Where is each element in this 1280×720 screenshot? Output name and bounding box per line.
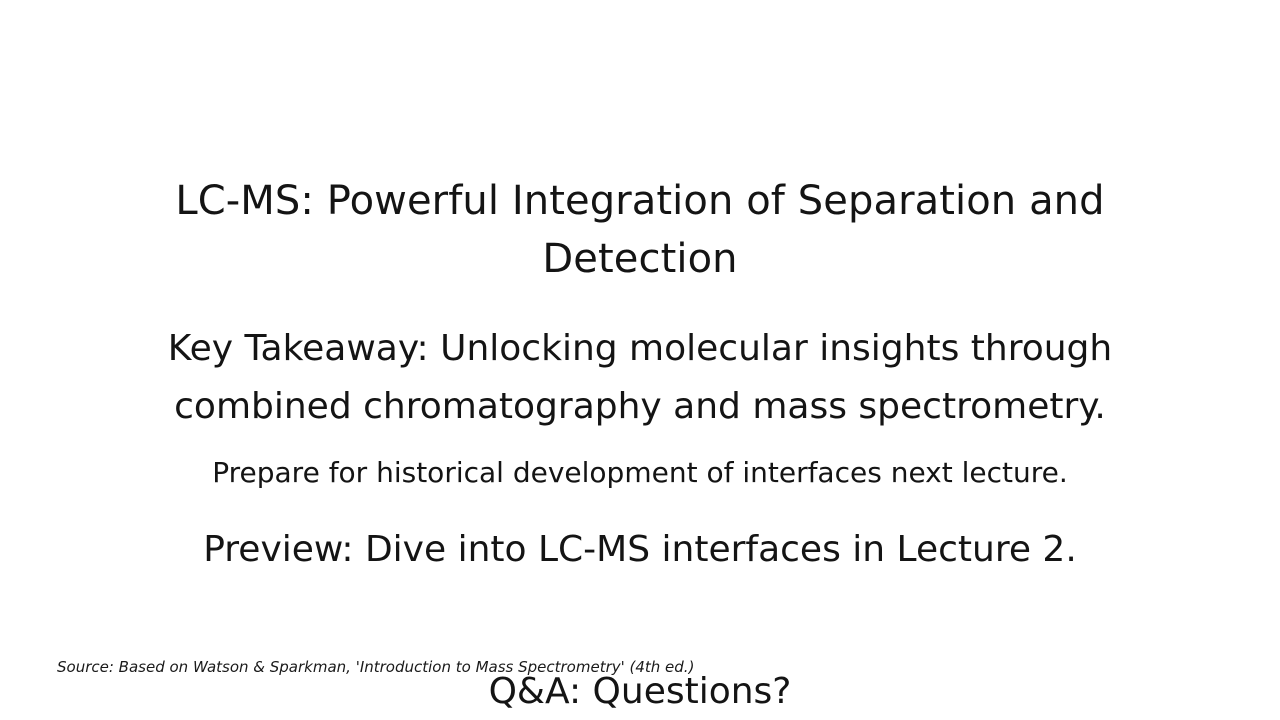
source-citation: Source: Based on Watson & Sparkman, 'Introduction to Mass Spectrometry' (4th ed.) <box>57 658 695 676</box>
key-takeaway-text: Key Takeaway: Unlocking molecular insights through combined chromatography and mass spectrometry. <box>167 328 1113 428</box>
preview-text: Preview: Dive into LC-MS interfaces in Lecture 2. <box>203 529 1077 570</box>
slide-title: LC-MS: Powerful Integration of Separation and Detection <box>175 178 1105 282</box>
prepare-note-text: Prepare for historical development of interfaces next lecture. <box>212 456 1068 489</box>
qa-text: Q&A: Questions? <box>488 671 792 712</box>
